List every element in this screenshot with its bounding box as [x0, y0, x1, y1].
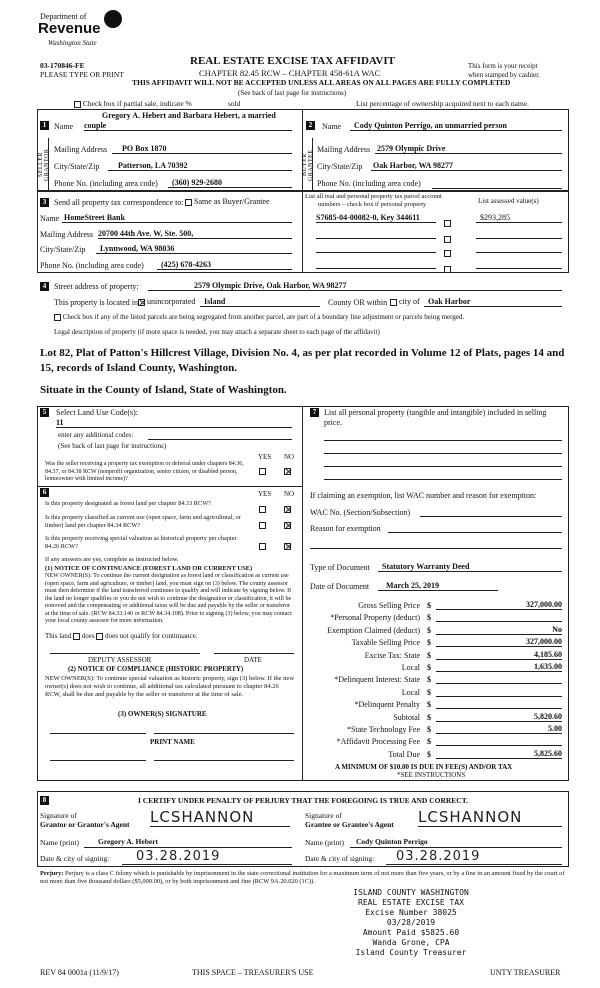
unincorporated-option [138, 297, 195, 306]
corr-addr-label: Mailing Address [40, 230, 94, 239]
form-chapter: CHAPTER 82.45 RCW – CHAPTER 458-61A WAC [199, 68, 381, 78]
grantee-date-label: Date & city of signing: [305, 854, 375, 863]
notice1-body: NEW OWNER(S): To continue the current designation as forest land or classification as current use (open space, farm and agriculture, or timber) land, you must sign on (3) below. The county assessor must then determine if the land transferred continues to qualify and will indicate by signing below. If the land no longer qualifies or you do not wish to continue the designation or classification, it will be removed and the compensating or additional taxes will be due and payable by the seller or transferor at the time of sale. (RCW 84.33.140 or RCW 84.34.108). Prior to signing (3) below, you may contact your local county assessor for more information. [45, 573, 292, 624]
grantor-sig-label-2: Grantor or Grantor's Agent [40, 820, 130, 829]
historic-no-checkbox[interactable] [284, 537, 291, 555]
legal-description: Lot 82, Plat of Patton's Hillcrest Village, Division No. 4, as per plat recorded in Volume 12 of Plats, pages 14 and 15, records of Island County, Washington. [40, 347, 565, 374]
notice2-title: (2) NOTICE OF COMPLIANCE (HISTORIC PROPERTY) [68, 666, 244, 673]
amount-label: Excise Tax: State [364, 650, 420, 660]
parcel-1[interactable]: S7685-04-00082-0, Key 344611 [316, 213, 436, 223]
section-6-number: 6 [40, 488, 49, 497]
amount-value[interactable] [436, 687, 562, 697]
same-as-buyer [185, 197, 270, 206]
amount-value[interactable] [436, 674, 562, 684]
buyer-addr[interactable]: 2579 Olympic Drive [375, 144, 562, 154]
assessed-value-1[interactable]: $293,285 [476, 213, 562, 223]
seller-phone-label: Phone No. (including area code) [54, 179, 158, 188]
section-4-number: 4 [40, 282, 49, 291]
footer-rev: REV 84 0001a (11/9/17) [40, 968, 119, 977]
amount-currency: $ [427, 700, 431, 710]
amount-currency: $ [427, 638, 431, 648]
boundary-checkbox[interactable] [54, 314, 61, 321]
minimum-fee-note: A MINIMUM OF $10.00 IS DUE IN FEE(S) AND/OR TAX [335, 763, 513, 771]
buyer-name[interactable]: Cody Quinton Perrigo, an unmarried person [350, 121, 562, 131]
notice2-body: NEW OWNER(S): To continue special valuation as historic property, sign (3) below. If the new owner(s) does not wish to continue, all additional tax calculated pursuant to chapter 84.26 RCW, shall be due and payable by the seller or transferor at the time of sale. [45, 675, 295, 698]
seller-phone[interactable]: (360) 929-2680 [168, 178, 292, 188]
partial-sale-row [74, 100, 192, 109]
boundary-note: Check box if any of the listed parcels are being segregated from another parcel, are part of a boundary line adjustment or parcels being merged. [62, 313, 465, 321]
corr-city-label: City/State/Zip [40, 245, 86, 254]
stamp-line-3: Excise Number 38025 [365, 908, 457, 917]
land-use-label: Select Land Use Code(s): [56, 408, 138, 417]
grantee-sig-label-1: Signature of [305, 811, 342, 820]
grantor-signature[interactable]: LCSHANNON [150, 808, 290, 827]
forest-question: Is this property designated as forest land per chapter 84.33 RCW? [45, 500, 211, 507]
form-code: 03-170846-FE [40, 61, 85, 70]
amount-currency: $ [427, 625, 431, 635]
amount-currency: $ [427, 737, 431, 747]
please-type: PLEASE TYPE OR PRINT [40, 70, 124, 79]
partial-sale-label: Check box if partial sale, indicate % [82, 99, 192, 108]
corr-name[interactable]: HomeStreet Bank [62, 213, 292, 223]
footer-county-treasurer: UNTY TREASURER [490, 968, 561, 977]
notice1-title: (1) NOTICE OF CONTINUANCE (FOREST LAND OR CURRENT USE) [45, 565, 253, 572]
doc-date-value[interactable]: March 25, 2019 [378, 581, 498, 591]
does-not-checkbox[interactable] [96, 633, 103, 640]
does-label: does [81, 632, 95, 640]
unincorporated-checkbox[interactable] [138, 299, 145, 306]
perjury-label: Perjury: [40, 870, 64, 877]
s5-no-header: NO [284, 453, 295, 461]
deputy-date-label: DATE [244, 656, 262, 664]
grantee-sig-label-2: Grantee or Grantee's Agent [305, 820, 394, 829]
buyer-addr-label: Mailing Address [317, 145, 371, 154]
exemption-no-checkbox[interactable] [284, 462, 291, 480]
partial-sold-label: sold [228, 99, 241, 108]
current-use-no-checkbox[interactable] [284, 516, 291, 534]
grantor-date[interactable]: 03.28.2019 [122, 849, 292, 865]
same-as-buyer-checkbox[interactable] [185, 199, 192, 206]
land-use-value[interactable]: 11 [56, 418, 292, 428]
s6-no-header: NO [284, 490, 295, 498]
logo-revenue: Revenue [38, 20, 101, 37]
section-7-number: 7 [310, 408, 319, 417]
s6-yes-header: YES [258, 490, 272, 498]
doc-type-label: Type of Document [310, 563, 370, 572]
does-checkbox[interactable] [73, 633, 80, 640]
doc-date-label: Date of Document [310, 582, 370, 591]
located-label: This property is located in [54, 298, 138, 307]
amount-value[interactable]: 4,185.60 [436, 650, 562, 660]
exemption-claim-label: If claiming an exemption, list WAC number and reason for exemption: [310, 491, 537, 500]
stamp-line-4: 03/28/2019 [386, 918, 436, 927]
amount-label: Local [401, 663, 420, 672]
certify-statement: I CERTIFY UNDER PENALTY OF PERJURY THAT THE FOREGOING IS TRUE AND CORRECT. [138, 796, 469, 805]
amount-label: *Personal Property (deduct) [330, 613, 420, 623]
reason-label: Reason for exemption [310, 524, 381, 533]
city-of-label: city of [399, 297, 420, 306]
grantee-signature[interactable]: LCSHANNON [418, 808, 562, 827]
section-2-number: 2 [306, 121, 315, 130]
see-instructions-note: *SEE INSTRUCTIONS [397, 771, 466, 779]
amount-label: *Delinquent Penalty [354, 700, 420, 710]
amount-currency: $ [427, 613, 431, 623]
amount-value[interactable] [436, 612, 562, 622]
form-warning: THIS AFFIDAVIT WILL NOT BE ACCEPTED UNLESS ALL AREAS ON ALL PAGES ARE FULLY COMPLETED [132, 78, 511, 87]
assessed-header: List assessed value(s) [478, 197, 539, 205]
stamp-line-1: ISLAND COUNTY WASHINGTON [353, 888, 469, 897]
amount-currency: $ [427, 712, 431, 722]
additional-codes-label: enter any additional codes: [58, 431, 134, 439]
street-label: Street address of property: [54, 282, 139, 291]
grantor-name-print[interactable]: Gregory A. Hebert [84, 838, 292, 848]
parcel-header-2: numbers – check box if personal property [318, 201, 427, 208]
section-5-number: 5 [40, 408, 49, 417]
partial-sale-checkbox[interactable] [74, 101, 81, 108]
exemption-yes-checkbox[interactable] [259, 462, 266, 480]
amount-label: *State Technology Fee [346, 725, 420, 734]
amount-label: *Affidavit Processing Fee [336, 737, 420, 747]
county-value[interactable]: Island [200, 297, 320, 307]
form-title: REAL ESTATE EXCISE TAX AFFIDAVIT [190, 55, 395, 67]
corr-phone[interactable]: (425) 678-4263 [157, 260, 292, 270]
ownership-note: List percentage of ownership acquired next to each name. [356, 99, 530, 108]
amount-label: Subtotal [393, 712, 420, 722]
corr-city[interactable]: Lynnwood, WA 98036 [96, 244, 292, 254]
grantor-name-label: Name (print) [40, 838, 79, 847]
amount-currency: $ [427, 650, 431, 660]
this-land-label: This land [45, 632, 72, 640]
stamp-line-5: Amount Paid $5825.60 [362, 928, 460, 937]
footer-treasurer-space: THIS SPACE – TREASURER'S USE [192, 968, 314, 977]
historic-yes-checkbox[interactable] [259, 537, 266, 555]
amount-value[interactable]: 5.00 [436, 724, 562, 734]
amount-currency: $ [427, 675, 431, 685]
exemption-question: Was the seller receiving a property tax exemption or deferral under chapters 84.36, 84.37, or 84.38 RCW (nonprofit organization, senior citizen, or disabled person, homeowner with limited income)? [45, 461, 244, 482]
seller-city[interactable]: Patterson, LA 70392 [108, 161, 292, 171]
grantee-name-label: Name (print) [305, 838, 344, 847]
city-of-option [390, 297, 420, 306]
logo-mark-icon [104, 10, 122, 28]
amount-label: Exemption Claimed (deduct) [327, 625, 420, 635]
seller-side-label: SELLER GRANTOR [38, 148, 50, 182]
personal-property-label: List all personal property (tangible and intangible) included in selling price. [324, 408, 547, 427]
seller-name-line2[interactable]: couple [84, 121, 292, 131]
does-not-label: does not qualify for continuance. [105, 632, 198, 640]
seller-name-line1[interactable]: Gregory A. Hebert and Barbara Hebert, a married [102, 111, 276, 120]
amount-currency: $ [427, 749, 431, 759]
same-as-buyer-label: Same as Buyer/Grantee [194, 197, 270, 206]
corr-phone-label: Phone No. (including area code) [40, 261, 144, 270]
perjury-text: Perjury is a class C felony which is punishable by imprisonment in the state correctional institution for a maximum term of not more than five years, or by a fine in an amount fixed by the court of not more than five thousand dollars ($5,000.00), or by both imprisonment and fine (RCW 9A.20.020 (1C)). [40, 870, 565, 885]
amount-label: Gross Selling Price [358, 601, 420, 610]
historic-question: Is this property receiving special valuation as historical property per chapter 84.26 RCW? [45, 535, 237, 550]
section-8-number: 8 [40, 796, 49, 805]
city-value[interactable]: Oak Harbor [424, 297, 562, 307]
section-1-number: 1 [40, 121, 49, 130]
amount-currency: $ [427, 725, 431, 734]
dor-logo [34, 8, 124, 56]
logo-state: Washington State [48, 39, 97, 47]
grantee-name-print[interactable]: Cody Quinton Perrigo [350, 838, 562, 848]
amount-currency: $ [427, 663, 431, 672]
amount-value[interactable]: 5,825.60 [436, 749, 562, 759]
parcel-header-1: List all real and personal property tax parcel account [305, 193, 442, 200]
buyer-city-label: City/State/Zip [317, 162, 363, 171]
seller-city-label: City/State/Zip [54, 162, 100, 171]
receipt-note-2: when stamped by cashier. [468, 71, 540, 79]
amount-label: *Delinquent Interest: State [334, 675, 420, 685]
seller-addr-label: Mailing Address [54, 145, 108, 154]
amount-label: Local [401, 687, 420, 697]
amount-value[interactable]: 5,820.60 [436, 712, 562, 722]
legal-note: Legal description of property (if more space is needed, you may attach a separate sheet to each page of the affidavit) [54, 328, 380, 336]
grantee-date[interactable]: 03.28.2019 [386, 849, 562, 865]
form-see-back: (See back of last page for instructions) [238, 89, 347, 97]
amount-label: Taxable Selling Price [351, 638, 420, 648]
parcel-4-checkbox[interactable] [444, 260, 451, 278]
amount-currency: $ [427, 687, 431, 697]
print-name-label: PRINT NAME [150, 738, 195, 746]
logo-dept: Department of [40, 12, 87, 21]
section-3-number: 3 [40, 198, 49, 207]
treasurer-stamp [336, 888, 486, 958]
city-of-checkbox[interactable] [390, 299, 397, 306]
buyer-city[interactable]: Oak Harbor, WA 98277 [371, 161, 562, 171]
grantor-date-label: Date & city of signing: [40, 854, 110, 863]
amount-value[interactable]: No [436, 625, 562, 635]
buyer-side-label: BUYER GRANTEE [302, 149, 314, 181]
buyer-phone-label: Phone No. (including area code) [317, 179, 421, 188]
stamp-line-2: REAL ESTATE EXCISE TAX [358, 898, 464, 907]
current-use-yes-checkbox[interactable] [259, 516, 266, 534]
amount-value[interactable]: 1,635.00 [436, 662, 562, 672]
street-value[interactable]: 2579 Olympic Drive, Oak Harbor, WA 98277 [148, 281, 562, 291]
amount-value[interactable] [436, 736, 562, 746]
buyer-name-label: Name [322, 122, 342, 131]
doc-type-value[interactable]: Statutory Warranty Deed [378, 562, 562, 572]
land-use-see-back: (See back of last page for instructions) [58, 442, 167, 450]
s5-yes-header: YES [258, 453, 272, 461]
correspondence-label: Send all property tax correspondence to: [54, 198, 184, 207]
amount-value[interactable]: 327,000.00 [436, 637, 562, 647]
boundary-row [54, 313, 464, 321]
amount-value[interactable] [436, 699, 562, 709]
stamp-line-6: Wanda Grone, CPA [372, 938, 450, 947]
situate-line: Situate in the County of Island, State of Washington. [40, 384, 287, 396]
continuance-row [45, 632, 197, 640]
stamp-line-7: Island County Treasurer [355, 948, 467, 957]
current-use-question: Is this property classified as current use (open space, farm and agricultural, or timber) land per chapter 84.34 RCW? [45, 514, 241, 529]
deputy-assessor-label: DEPUTY ASSESSOR [88, 656, 152, 664]
seller-addr[interactable]: PO Box 1870 [112, 144, 292, 154]
seller-name-label: Name [54, 122, 74, 131]
county-label: County OR within [328, 298, 388, 307]
unincorporated-label: unincorporated [147, 297, 196, 306]
owner-signature-label: (3) OWNER(S) SIGNATURE [118, 710, 207, 718]
perjury-note [40, 870, 570, 886]
corr-addr[interactable]: 20700 44th Ave. W, Ste. 500, [98, 229, 292, 239]
amount-currency: $ [427, 601, 431, 610]
wac-label: WAC No. (Section/Subsection) [310, 508, 411, 517]
grantor-sig-label-1: Signature of [40, 811, 77, 820]
if-yes-note: If any answers are yes, complete as instructed below. [45, 556, 179, 563]
receipt-note-1: This form is your receipt [468, 62, 538, 70]
amount-value[interactable]: 327,000.00 [436, 600, 562, 610]
corr-name-label: Name [40, 214, 60, 223]
amount-label: Total Due [388, 749, 420, 759]
